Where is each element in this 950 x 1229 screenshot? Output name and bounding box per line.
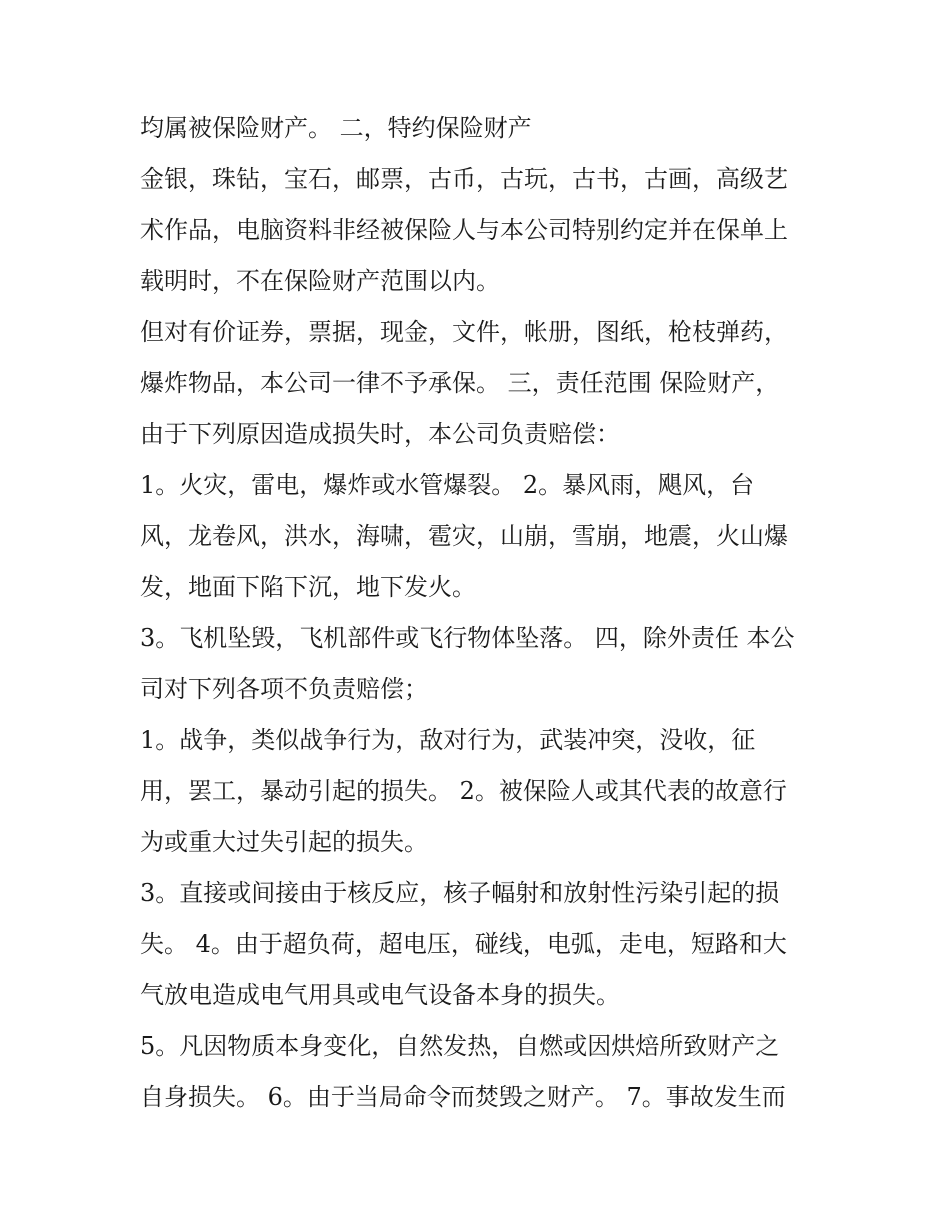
text-line: 由于下列原因造成损失时，本公司负责赔偿： [140,420,620,448]
text-line: 金银，珠钻，宝石，邮票，古币，古玩，古书，古画，高级艺 [140,165,788,193]
text-line: 1。战争，类似战争行为，敌对行为，武装冲突，没收，征 [140,726,756,754]
text-line: 为或重大过失引起的损失。 [140,828,428,856]
text-line: 气放电造成电气用具或电气设备本身的损失。 [140,981,620,1009]
text-line: 均属被保险财产。 二，特约保险财产 [140,114,532,142]
text-line: 风，龙卷风，洪水，海啸，雹灾，山崩，雪崩，地震，火山爆 [140,522,788,550]
text-line: 5。凡因物质本身变化，自然发热，自燃或因烘焙所致财产之 [140,1032,780,1060]
text-line: 1。火灾，雷电，爆炸或水管爆裂。 2。暴风雨，飓风，台 [140,471,755,499]
text-line: 爆炸物品，本公司一律不予承保。 三，责任范围 保险财产， [140,369,780,397]
text-line: 发，地面下陷下沉，地下发火。 [140,573,476,601]
text-line: 用，罢工，暴动引起的损失。 2。被保险人或其代表的故意行 [140,777,787,805]
text-line: 载明时，不在保险财产范围以内。 [140,267,500,295]
text-line: 自身损失。 6。由于当局命令而焚毁之财产。 7。事故发生而 [140,1083,786,1111]
text-line: 失。 4。由于超负荷，超电压，碰线，电弧，走电，短路和大 [140,930,787,958]
text-line: 司对下列各项不负责赔偿； [140,675,428,703]
text-line: 但对有价证券，票据，现金，文件，帐册，图纸，枪枝弹药， [140,318,788,346]
text-line: 3。飞机坠毁，飞机部件或飞行物体坠落。 四，除外责任 本公 [140,624,795,652]
text-line: 3。直接或间接由于核反应，核子幅射和放射性污染引起的损 [140,879,780,907]
text-line: 术作品，电脑资料非经被保险人与本公司特别约定并在保单上 [140,216,788,244]
